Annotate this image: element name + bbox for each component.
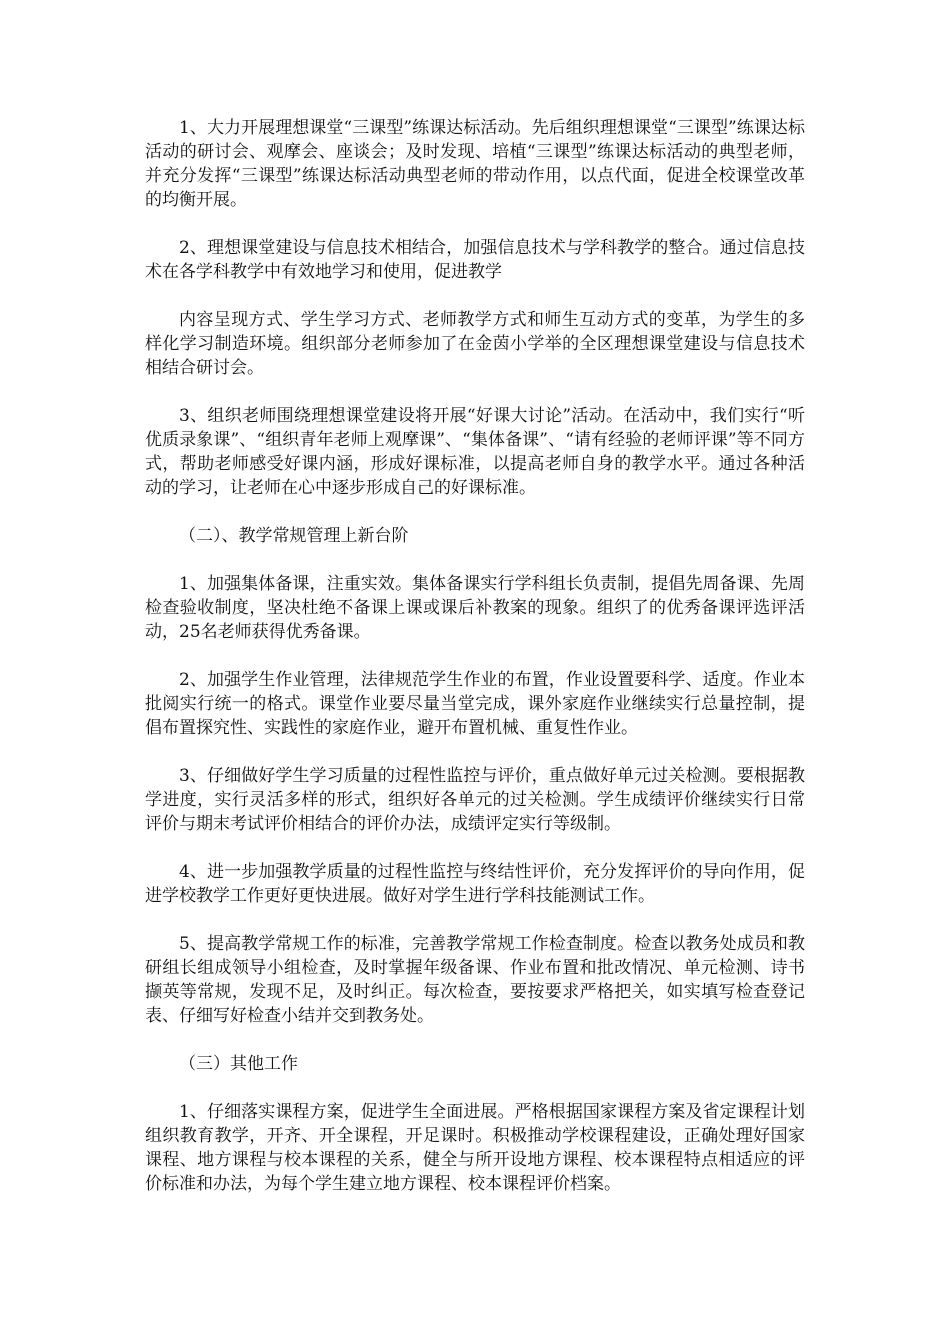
section-heading-2: （二）、教学常规管理上新台阶 [179,526,409,546]
paragraph-2-2: 2、加强学生作业管理，法律规范学生作业的布置，作业设置要科学、适度。作业本批阅实行统一的格式。课堂作业要尽量当堂完成，课外家庭作业继续实行总量控制，提倡布置探究性、实践性的家庭作业，避开布置机械、重复性作业。 [145,670,805,738]
paragraph-1-2-continued: 内容呈现方式、学生学习方式、老师教学方式和师生互动方式的变革，为学生的多样化学习制造环境。组织部分老师参加了在金茵小学举的全区理想课堂建设与信息技术相结合研讨会。 [145,310,805,378]
paragraph-1-1: 1、大力开展理想课堂“三课型”练课达标活动。先后组织理想课堂“三课型”练课达标活动的研讨会、观摩会、座谈会；及时发现、培植“三课型”练课达标活动的典型老师，并充分发挥“三课型”练课达标活动典型老师的带动作用，以点代面，促进全校课堂改革的均衡开展。 [145,118,805,210]
paragraph-1-2: 2、理想课堂建设与信息技术相结合，加强信息技术与学科教学的整合。通过信息技术在各学科教学中有效地学习和使用，促进教学 [145,238,805,282]
section-heading-3: （三）其他工作 [179,1054,298,1074]
paragraph-1-3: 3、组织老师围绕理想课堂建设将开展“好课大讨论”活动。在活动中，我们实行“听优质录象课”、“组织青年老师上观摩课”、“集体备课”、“请有经验的老师评课”等不同方式，帮助老师感受好课内涵，形成好课标准，以提高老师自身的教学水平。通过各种活动的学习，让老师在心中逐步形成自己的好课标准。 [145,406,805,498]
paragraph-2-1: 1、加强集体备课，注重实效。集体备课实行学科组长负责制，提倡先周备课、先周检查验收制度，坚决杜绝不备课上课或课后补教案的现象。组织了的优秀备课评选评活动，25名老师获得优秀备课。 [145,574,805,642]
document-page [145,116,805,1220]
paragraph-2-4: 4、进一步加强教学质量的过程性监控与终结性评价，充分发挥评价的导向作用，促进学校教学工作更好更快进展。做好对学生进行学科技能测试工作。 [145,862,805,906]
paragraph-3-1: 1、仔细落实课程方案，促进学生全面进展。严格根据国家课程方案及省定课程计划组织教育教学，开齐、开全课程，开足课时。积极推动学校课程建设，正确处理好国家课程、地方课程与校本课程的关系，健全与所开设地方课程、校本课程特点相适应的评价标准和办法，为每个学生建立地方课程、校本课程评价档案。 [145,1102,805,1194]
paragraph-2-3: 3、仔细做好学生学习质量的过程性监控与评价，重点做好单元过关检测。要根据教学进度，实行灵活多样的形式，组织好各单元的过关检测。学生成绩评价继续实行日常评价与期末考试评价相结合的评价办法，成绩评定实行等级制。 [145,766,805,834]
paragraph-2-5: 5、提高教学常规工作的标准，完善教学常规工作检查制度。检查以教务处成员和教研组长组成领导小组检查，及时掌握年级备课、作业布置和批改情况、单元检测、诗书撷英等常规，发现不足，及时纠正。每次检查，要按要求严格把关，如实填写检查登记表、仔细写好检查小结并交到教务处。 [145,934,805,1026]
